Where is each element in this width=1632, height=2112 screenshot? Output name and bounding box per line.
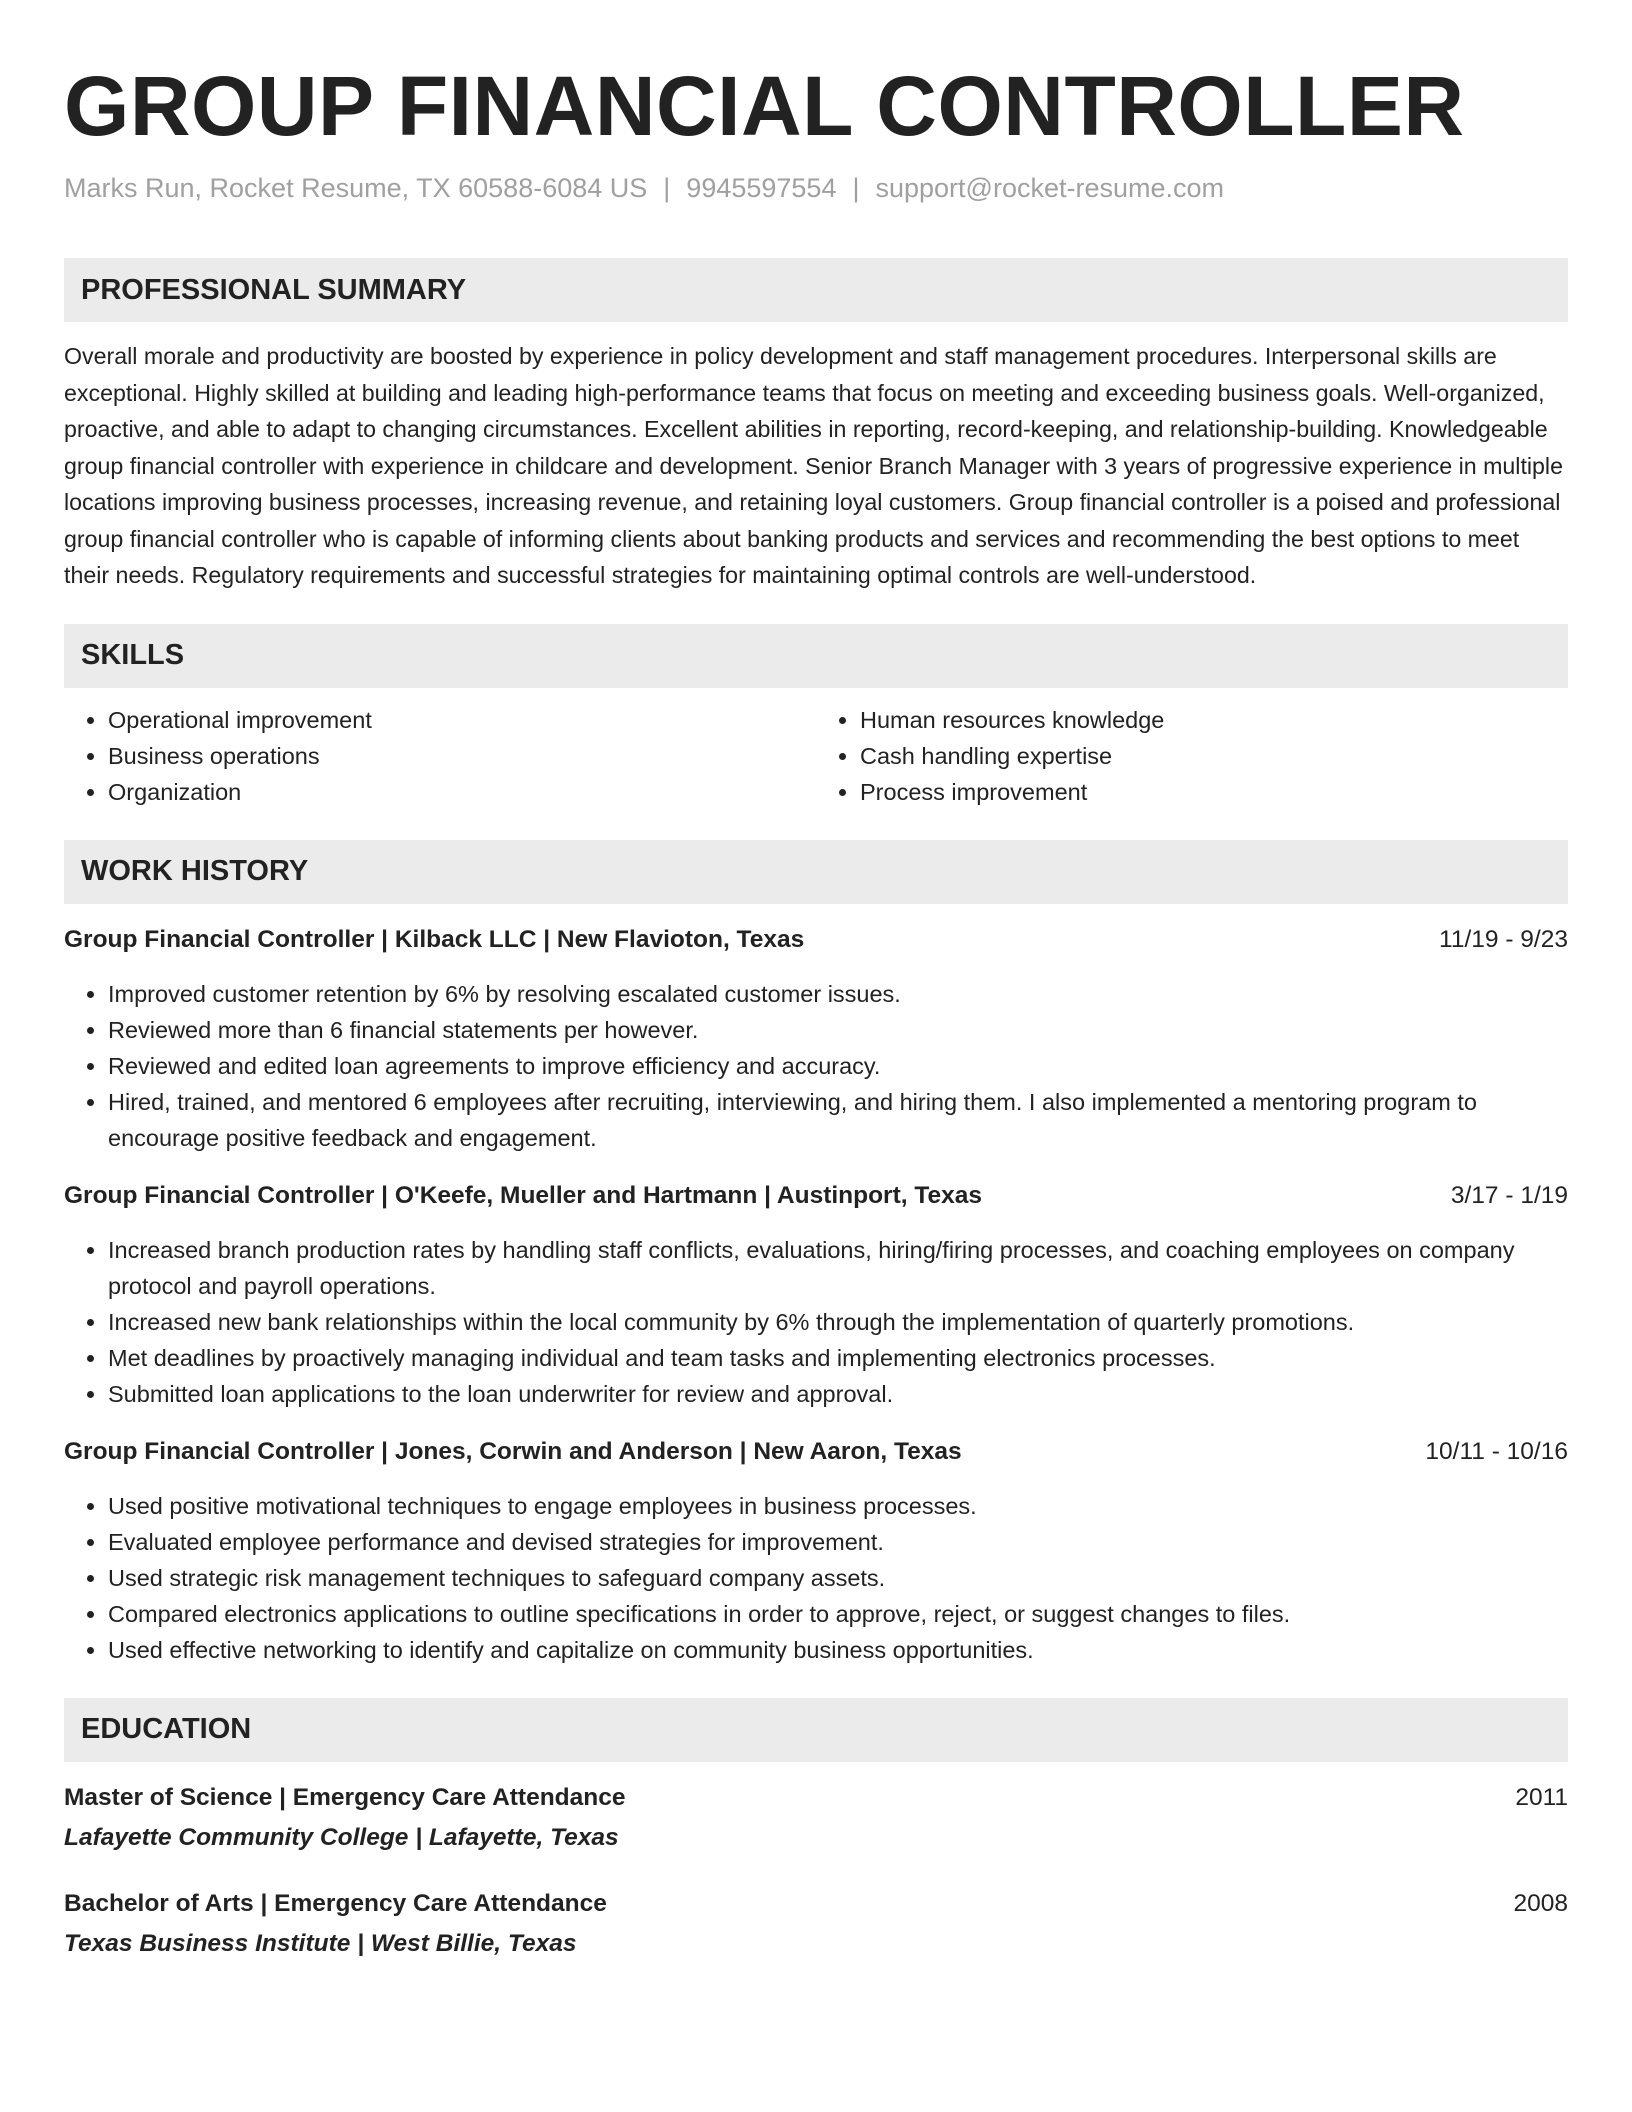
education-degree: Master of Science | Emergency Care Attendance bbox=[64, 1783, 626, 1811]
contact-email: support@rocket-resume.com bbox=[875, 173, 1225, 203]
skill-item: • Operational improvement bbox=[108, 702, 816, 738]
job-bullet: • Submitted loan applications to the loan underwriter for review and approval. bbox=[108, 1376, 1568, 1412]
job-bullet: • Compared electronics applications to outline specifications in order to approve, reject, or suggest changes to files. bbox=[108, 1596, 1568, 1632]
job-dates: 10/11 - 10/16 bbox=[1425, 1437, 1568, 1465]
job-header bbox=[64, 922, 1568, 958]
job-bullet: • Reviewed and edited loan agreements to improve efficiency and accuracy. bbox=[108, 1048, 1568, 1084]
job-bullet: • Met deadlines by proactively managing individual and team tasks and implementing electronics processes. bbox=[108, 1340, 1568, 1376]
job-bullet: • Increased branch production rates by handling staff conflicts, evaluations, hiring/firing processes, and coaching employees on company protocol and payroll operations. bbox=[108, 1232, 1568, 1304]
education-entry bbox=[64, 1886, 1568, 1962]
job-bullet: • Hired, trained, and mentored 6 employees after recruiting, interviewing, and hiring them. I also implemented a mentoring program to encourage positive feedback and engagement. bbox=[108, 1084, 1568, 1156]
education-header bbox=[64, 1780, 1568, 1816]
skill-item: • Cash handling expertise bbox=[860, 738, 1568, 774]
contact-address: Marks Run, Rocket Resume, TX 60588-6084 US bbox=[64, 173, 648, 203]
job-bullets bbox=[64, 976, 1568, 1156]
education-school: Lafayette Community College | Lafayette, Texas bbox=[64, 1823, 619, 1851]
job-bullet: • Reviewed more than 6 financial statements per however. bbox=[108, 1012, 1568, 1048]
skill-item: • Business operations bbox=[108, 738, 816, 774]
skills-list bbox=[64, 702, 1568, 810]
summary-text: Overall morale and productivity are boosted by experience in policy development and staff management procedures. Interpersonal skills are exceptional. Highly skilled at building and leading high-performance teams that focus on meeting and exceeding business goals. Well-organized, proactive, and able to adapt to changing circumstances. Excellent abilities in reporting, record-keeping, and relationship-building. Knowledgeable group financial controller with experience in childcare and development. Senior Branch Manager with 3 years of progressive experience in multiple locations improving business processes, increasing revenue, and retaining loyal customers. Group financial controller is a poised and professional group financial controller who is capable of informing clients about banking products and services and recommending the best options to meet their needs. Regulatory requirements and successful strategies for maintaining optimal controls are well-understood. bbox=[64, 343, 1563, 588]
job-bullet: • Used effective networking to identify and capitalize on community business opportunities. bbox=[108, 1632, 1568, 1668]
job-bullet: • Used positive motivational techniques to engage employees in business processes. bbox=[108, 1488, 1568, 1524]
job-title: Group Financial Controller | Kilback LLC | New Flavioton, Texas bbox=[64, 925, 805, 953]
job-entry bbox=[64, 1434, 1568, 1668]
skills-column-left bbox=[64, 702, 816, 810]
job-bullets bbox=[64, 1488, 1568, 1668]
section-heading-summary: PROFESSIONAL SUMMARY bbox=[64, 258, 1568, 322]
job-bullet: • Used strategic risk management techniques to safeguard company assets. bbox=[108, 1560, 1568, 1596]
job-title: Group Financial Controller | Jones, Corwin and Anderson | New Aaron, Texas bbox=[64, 1437, 962, 1465]
job-entry bbox=[64, 922, 1568, 1156]
education-year: 2008 bbox=[1513, 1889, 1568, 1917]
job-dates: 11/19 - 9/23 bbox=[1439, 925, 1568, 953]
skills-column-right bbox=[816, 702, 1568, 810]
education-entry bbox=[64, 1780, 1568, 1856]
education-header bbox=[64, 1886, 1568, 1922]
skill-item: • Human resources knowledge bbox=[860, 702, 1568, 738]
contact-separator: | bbox=[663, 173, 671, 203]
skill-item: • Process improvement bbox=[860, 774, 1568, 810]
job-bullets bbox=[64, 1232, 1568, 1412]
section-heading-work-history: WORK HISTORY bbox=[64, 840, 1568, 904]
resume-title: GROUP FINANCIAL CONTROLLER bbox=[64, 59, 1465, 153]
job-bullet: • Increased new bank relationships within the local community by 6% through the implementation of quarterly promotions. bbox=[108, 1304, 1568, 1340]
education-year: 2011 bbox=[1515, 1783, 1568, 1811]
contact-line bbox=[64, 170, 1568, 206]
job-dates: 3/17 - 1/19 bbox=[1450, 1181, 1568, 1209]
section-heading-skills: SKILLS bbox=[64, 624, 1568, 688]
job-header bbox=[64, 1178, 1568, 1214]
section-heading-education: EDUCATION bbox=[64, 1698, 1568, 1762]
education-school: Texas Business Institute | West Billie, Texas bbox=[64, 1929, 577, 1957]
job-header bbox=[64, 1434, 1568, 1470]
contact-separator: | bbox=[852, 173, 860, 203]
job-entry bbox=[64, 1178, 1568, 1412]
job-title: Group Financial Controller | O'Keefe, Mueller and Hartmann | Austinport, Texas bbox=[64, 1181, 983, 1209]
education-degree: Bachelor of Arts | Emergency Care Attendance bbox=[64, 1889, 607, 1917]
job-bullet: • Improved customer retention by 6% by resolving escalated customer issues. bbox=[108, 976, 1568, 1012]
job-bullet: • Evaluated employee performance and devised strategies for improvement. bbox=[108, 1524, 1568, 1560]
skill-item: • Organization bbox=[108, 774, 816, 810]
contact-phone: 9945597554 bbox=[686, 173, 837, 203]
